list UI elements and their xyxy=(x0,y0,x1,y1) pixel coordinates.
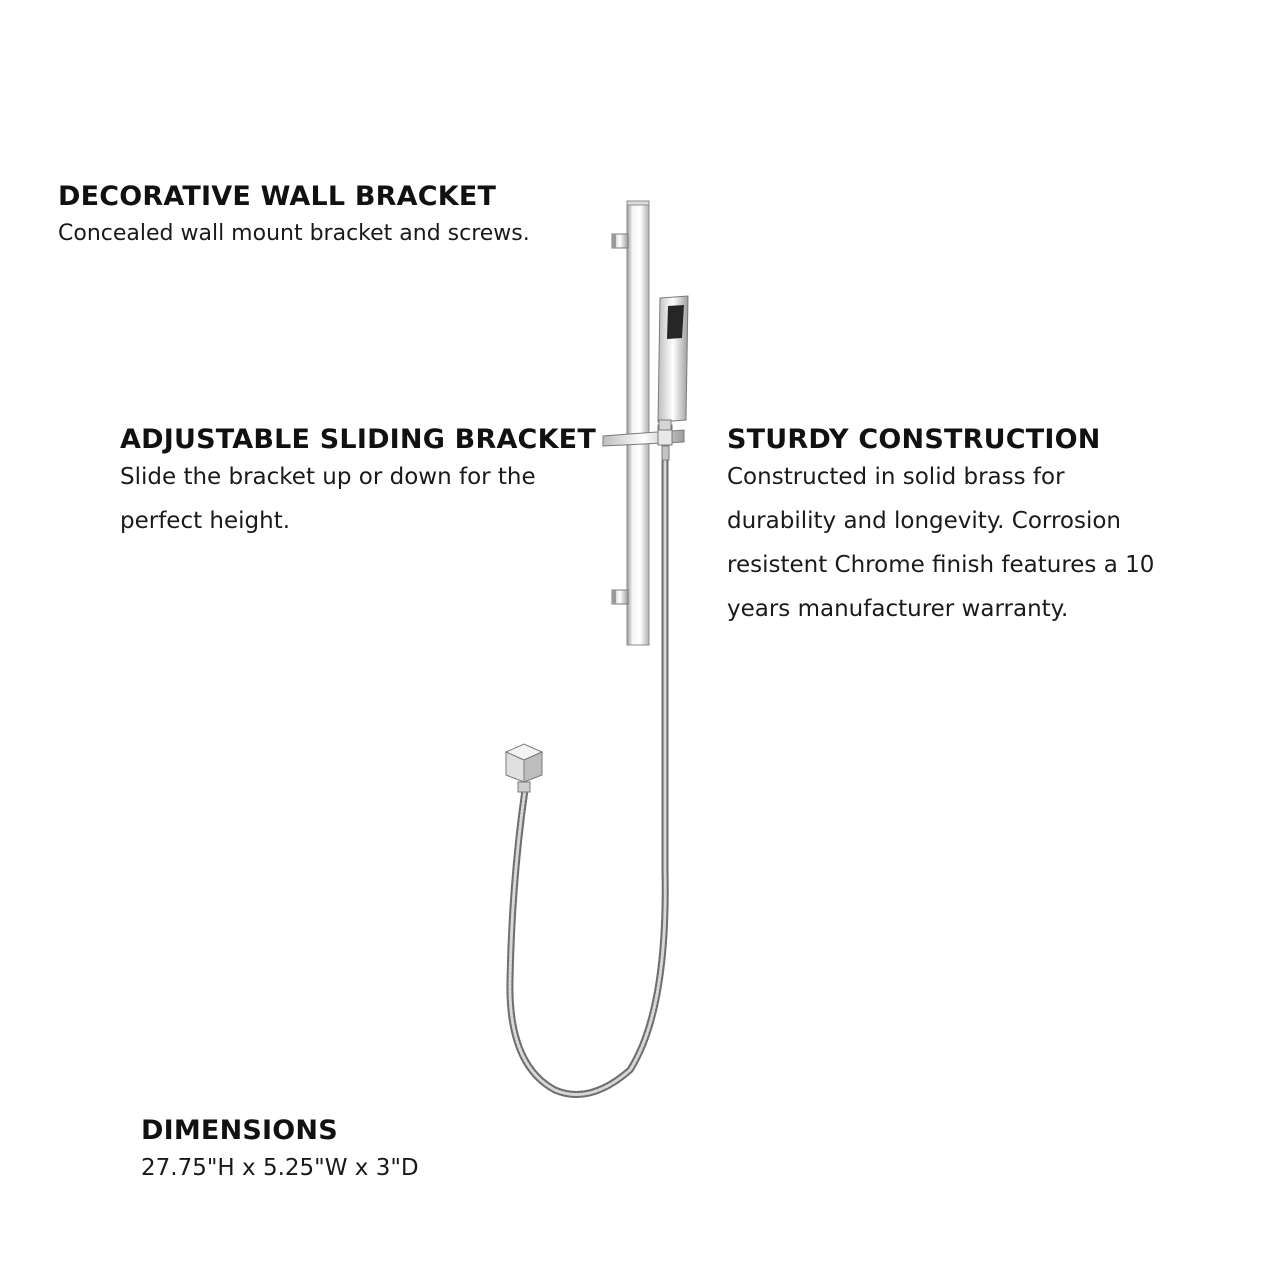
feature-title: DIMENSIONS xyxy=(141,1115,338,1146)
wall-outlet xyxy=(506,744,542,792)
wall-bracket-bottom xyxy=(612,590,628,604)
shower-slide-bar-icon xyxy=(480,190,720,1110)
feature-description: Slide the bracket up or down for the perfect height. xyxy=(120,464,536,534)
slide-bar xyxy=(627,201,649,645)
feature-title: ADJUSTABLE SLIDING BRACKET xyxy=(120,424,596,455)
feature-description: 27.75"H x 5.25"W x 3"D xyxy=(141,1155,419,1181)
wall-bracket-top xyxy=(612,234,628,248)
feature-sturdy-construction xyxy=(727,424,1167,631)
feature-title: STURDY CONSTRUCTION xyxy=(727,424,1101,455)
feature-description: Concealed wall mount bracket and screws. xyxy=(58,221,530,246)
feature-dimensions xyxy=(141,1115,541,1190)
feature-description: Constructed in solid brass for durability and longevity. Corrosion resistent Chrome finish features a 10 years manufacturer warranty. xyxy=(727,464,1155,622)
feature-title: DECORATIVE WALL BRACKET xyxy=(58,181,497,212)
